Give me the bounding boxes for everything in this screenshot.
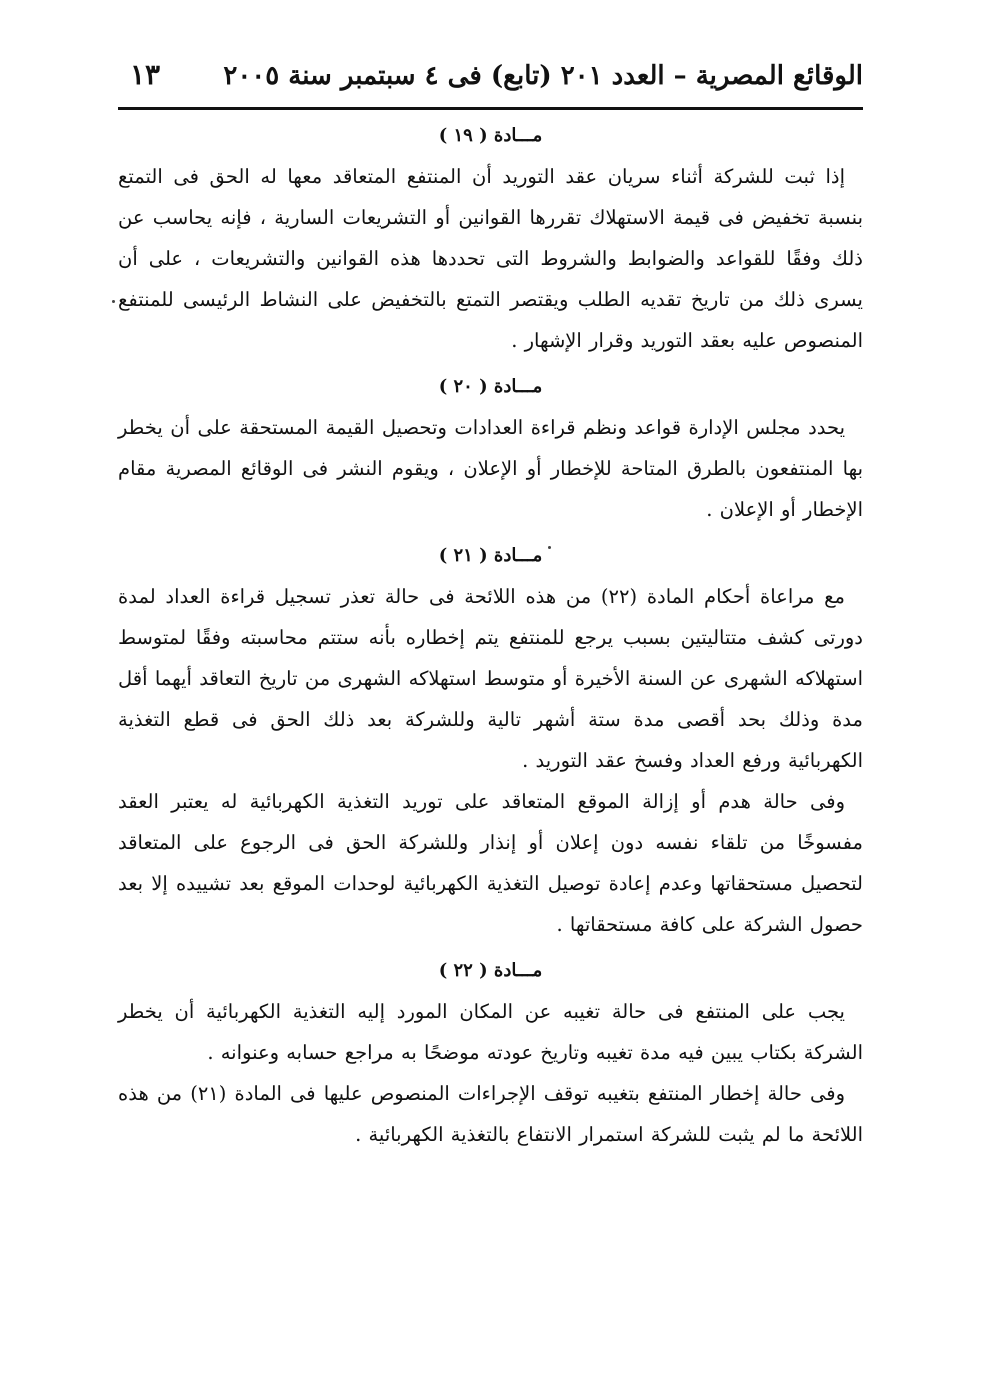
article-heading: مـــادة ( ١٩ )	[438, 125, 543, 146]
article-heading: مـــادة ( ٢١ )	[438, 545, 543, 566]
article-paragraph: يحدد مجلس الإدارة قواعد ونظم قراءة العدادات وتحصيل القيمة المستحقة على أن يخطر بها المنتفعون بالطرق المتاحة للإخطار أو الإعلان ، ويقوم النشر فى الوقائع المصرية مقام الإخطار أو الإعلان .	[118, 416, 863, 521]
article-22	[118, 957, 863, 1155]
article-paragraph: مع مراعاة أحكام المادة (٢٢) من هذه اللائحة فى حالة تعذر تسجيل قراءة العداد لمدة دورتى كشف متتاليتين بسبب يرجع للمنتفع يتم إخطاره بأنه ستتم محاسبته وفقًا لمتوسط استهلاكه الشهرى عن السنة الأخيرة أو متوسط استهلاكه الشهرى من تاريخ التعاقد أيهما أقل مدة وذلك بحد أقصى مدة ستة أشهر تالية وللشركة بعد ذلك الحق فى قطع التغذية الكهربائية ورفع العداد وفسخ عقد التوريد .	[118, 585, 863, 772]
scan-speck	[548, 546, 551, 549]
article-21	[118, 542, 863, 945]
gazette-page	[118, 55, 863, 1295]
article-19	[118, 122, 863, 361]
header-title: الوقائع المصرية – العدد ٢٠١ (تابع) فى ٤ سبتمبر سنة ٢٠٠٥	[223, 61, 863, 91]
article-20	[118, 373, 863, 530]
article-paragraph: إذا ثبت للشركة أثناء سريان عقد التوريد أن المنتفع المتعاقد معها له الحق فى التمتع بنسبة تخفيض فى قيمة الاستهلاك تقررها القوانين أو التشريعات السارية ، فإنه يحاسب عن ذلك وفقًا للقواعد والضوابط والشروط التى تحددها هذه القوانين والتشريعات ، على أن يسرى ذلك من تاريخ تقديه الطلب ويقتصر التمتع بالتخفيض على النشاط الرئيسى للمنتفع المنصوص عليه بعقد التوريد وقرار الإشهار .	[118, 165, 863, 352]
article-heading: مـــادة ( ٢٢ )	[438, 960, 543, 981]
article-paragraph: وفى حالة إخطار المنتفع بتغيبه توقف الإجراءات المنصوص عليها فى المادة (٢١) من هذه اللائحة ما لم يثبت للشركة استمرار الانتفاع بالتغذية الكهربائية .	[118, 1082, 863, 1146]
article-heading: مـــادة ( ٢٠ )	[438, 376, 543, 397]
page-number: ١٣	[130, 58, 161, 91]
article-paragraph: وفى حالة هدم أو إزالة الموقع المتعاقد على توريد التغذية الكهربائية له يعتبر العقد مفسوخًا من تلقاء نفسه دون إعلان أو إنذار وللشركة الحق فى الرجوع على المتعاقد لتحصيل مستحقاتها وعدم إعادة توصيل التغذية الكهربائية لوحدات الموقع بعد تشييده إلا بعد حصول الشركة على كافة مستحقاتها .	[118, 790, 863, 936]
article-paragraph: يجب على المنتفع فى حالة تغيبه عن المكان المورد إليه التغذية الكهربائية أن يخطر الشركة بكتاب يبين فيه مدة تغيبه وتاريخ عودته موضحًا به مراجع حسابه وعنوانه .	[118, 1000, 863, 1064]
page-header	[118, 55, 863, 110]
scan-speck	[112, 300, 115, 303]
